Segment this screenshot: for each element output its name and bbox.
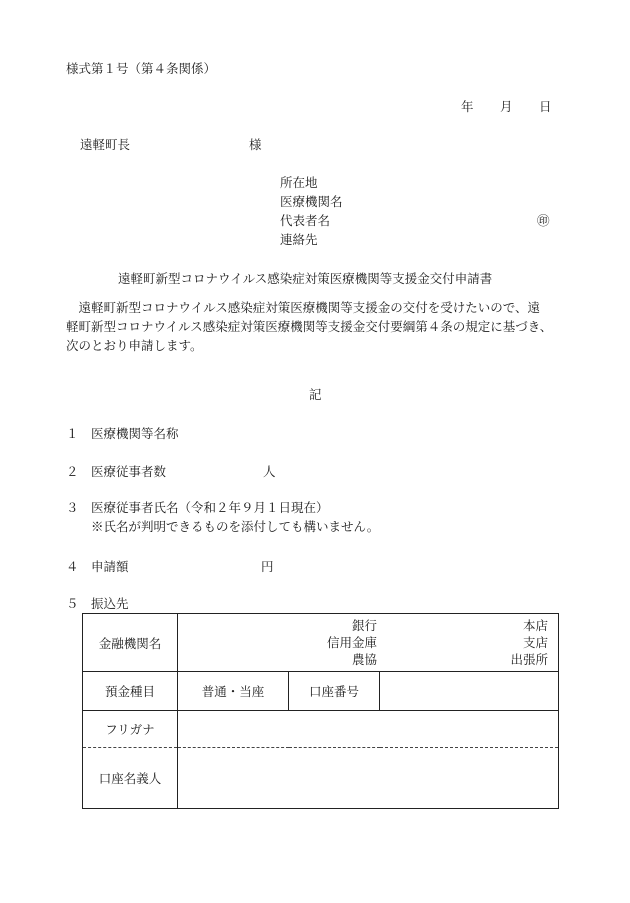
institution-name-label: 医療機関名 [280,194,343,209]
account-number-label: 口座番号 [289,672,380,711]
branch-type-branch: 支店 [523,635,549,650]
item-number: １ [66,426,79,441]
branch-type-sub-branch: 出張所 [510,652,549,667]
document-title: 遠軽町新型コロナウイルス感染症対策医療機関等支援金交付申請書 [118,271,493,286]
institution-label: 金融機関名 [83,614,178,672]
account-holder-row [83,748,559,809]
item-label: 医療従事者数 [91,464,167,479]
body-line: 遠軽町新型コロナウイルス感染症対策医療機関等支援金の交付を受けたいので、遠 [66,300,541,315]
item-number: ３ [66,500,79,515]
account-number-field[interactable] [380,672,559,711]
item-number: ５ [66,596,79,611]
item-label: 医療従事者氏名（令和２年９月１日現在） [91,500,329,515]
item-number: ４ [66,559,79,574]
item-staff-names [66,502,329,515]
furigana-field[interactable] [178,711,559,748]
date-year-label: 年 [461,99,474,114]
institution-row [83,614,559,672]
addressee-name: 遠軽町長 [80,137,131,152]
staff-count-unit: 人 [263,464,276,479]
body-paragraph [66,298,581,355]
item-label: 振込先 [91,596,129,611]
account-type-label: 預金種目 [83,672,178,711]
item-institution-name [66,428,179,441]
contact-label: 連絡先 [280,232,318,247]
addressee-honorific: 様 [249,137,262,152]
form-number: 様式第１号（第４条関係） [66,61,217,76]
ki-heading: 記 [309,387,322,402]
account-holder-label: 口座名義人 [83,748,178,809]
item-transfer-account [66,598,129,611]
item-number: ２ [66,464,79,479]
body-line: 軽町新型コロナウイルス感染症対策医療機関等支援金交付要綱第４条の規定に基づき、 [66,319,553,334]
furigana-label: フリガナ [83,711,178,748]
seal-mark-icon: ㊞ [537,213,550,228]
account-type-row [83,672,559,711]
staff-names-note: ※氏名が判明できるものを添付しても構いません。 [91,519,380,534]
account-type-value[interactable]: 普通・当座 [178,672,289,711]
account-holder-field[interactable] [178,748,559,809]
bank-account-table [82,613,559,809]
furigana-row [83,711,559,748]
item-label: 医療機関等名称 [91,426,179,441]
institution-value-cell[interactable] [178,614,559,672]
bank-type-agri-coop: 農協 [352,652,378,667]
amount-unit: 円 [261,559,274,574]
item-staff-count [66,466,166,479]
branch-type-main: 本店 [523,618,549,633]
body-line: 次のとおり申請します。 [66,338,203,353]
bank-type-credit-union: 信用金庫 [327,635,378,650]
date-month-label: 月 [500,99,513,114]
item-label: 申請額 [91,559,129,574]
address-label: 所在地 [280,175,318,190]
bank-type-bank: 銀行 [352,618,378,633]
date-day-label: 日 [539,99,552,114]
item-application-amount [66,561,129,574]
representative-label: 代表者名 [280,213,331,228]
